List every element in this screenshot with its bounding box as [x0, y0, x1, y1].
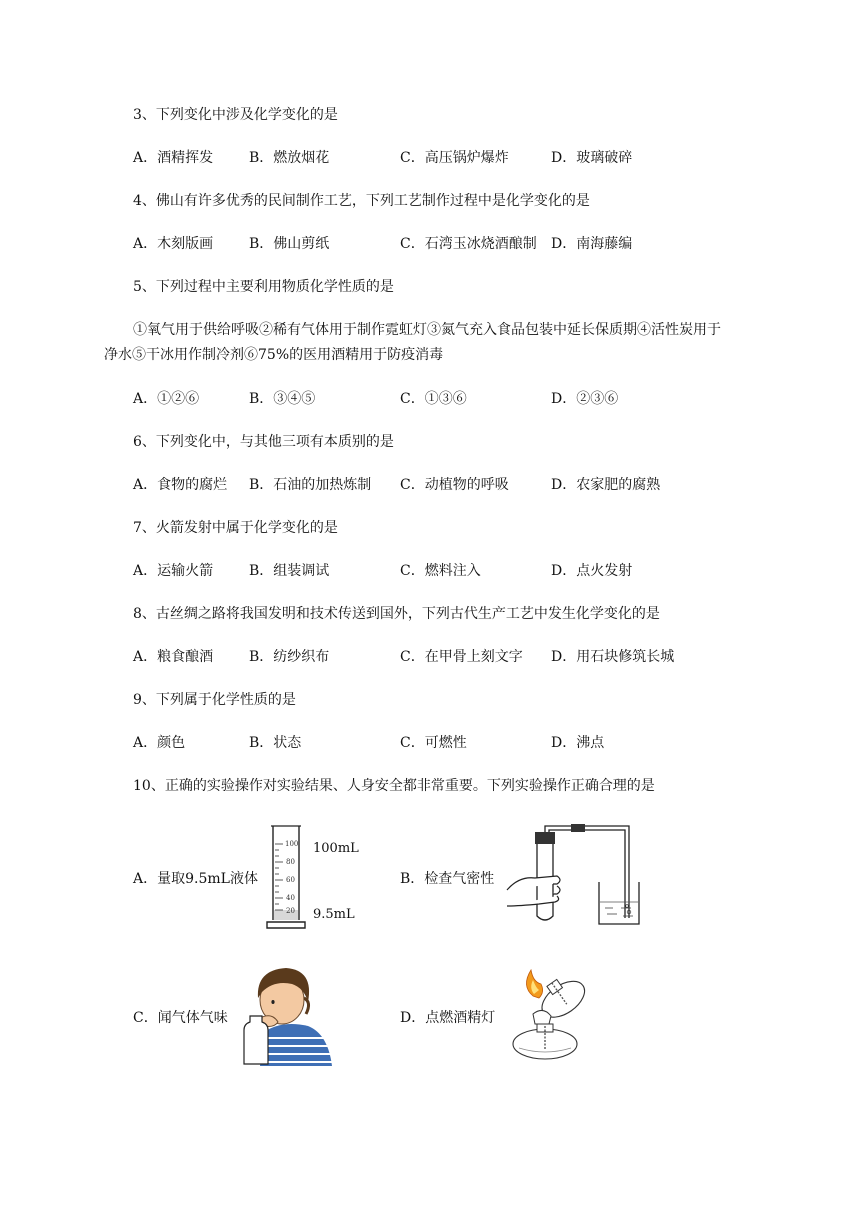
q10-option-b: B．检查气密性 — [400, 871, 495, 887]
q9-option-d: D．沸点 — [551, 735, 605, 751]
question-8-stem: 8、古丝绸之路将我国发明和技术传送到国外，下列古代生产工艺中发生化学变化的是 — [133, 606, 660, 622]
q10-option-c: C．闻气体气味 — [133, 1010, 228, 1026]
q7-option-d: D．点火发射 — [551, 563, 633, 579]
question-3-stem: 3、下列变化中涉及化学变化的是 — [133, 107, 338, 123]
q8-option-a: A．粮食酿酒 — [133, 649, 214, 665]
question-4-stem: 4、佛山有许多优秀的民间制作工艺，下列工艺制作过程中是化学变化的是 — [133, 193, 590, 209]
q8-option-d: D．用石块修筑长城 — [551, 649, 675, 665]
q5-option-d: D．②③⑥ — [551, 391, 619, 407]
q4-option-d: D．南海藤编 — [551, 236, 633, 252]
cylinder-tick-80: 80 — [286, 858, 295, 866]
q9-option-c: C．可燃性 — [400, 735, 467, 751]
q4-option-a: A．木刻版画 — [133, 236, 214, 252]
graduated-cylinder-figure — [265, 822, 365, 934]
cylinder-tick-60: 60 — [286, 876, 295, 884]
q7-option-b: B．组装调试 — [249, 563, 330, 579]
question-5-body-line2: 净水⑤干冰用作制冷剂⑥75%的医用酒精用于防疫消毒 — [104, 347, 444, 363]
q8-option-b: B．纺纱织布 — [249, 649, 330, 665]
cylinder-tick-40: 40 — [286, 894, 295, 902]
q6-option-a: A．食物的腐烂 — [133, 477, 228, 493]
cylinder-capacity-label: 100mL — [313, 841, 359, 856]
q9-option-a: A．颜色 — [133, 735, 186, 751]
q3-option-d: D．玻璃破碎 — [551, 150, 633, 166]
q5-option-b: B．③④⑤ — [249, 391, 316, 407]
q6-option-d: D．农家肥的腐熟 — [551, 477, 661, 493]
q8-option-c: C．在甲骨上刻文字 — [400, 649, 523, 665]
q7-option-a: A．运输火箭 — [133, 563, 214, 579]
q5-option-a: A．①②⑥ — [133, 391, 200, 407]
q10-option-d: D．点燃酒精灯 — [400, 1010, 496, 1026]
q4-option-c: C．石湾玉冰烧酒酿制 — [400, 236, 537, 252]
q6-option-b: B．石油的加热炼制 — [249, 477, 372, 493]
q5-option-c: C．①③⑥ — [400, 391, 467, 407]
question-7-stem: 7、火箭发射中属于化学变化的是 — [133, 520, 338, 536]
q6-option-c: C．动植物的呼吸 — [400, 477, 509, 493]
cylinder-tick-20: 20 — [286, 907, 295, 915]
q9-option-b: B．状态 — [249, 735, 302, 751]
q3-option-b: B．燃放烟花 — [249, 150, 330, 166]
q4-option-b: B．佛山剪纸 — [249, 236, 330, 252]
question-5-stem: 5、下列过程中主要利用物质化学性质的是 — [133, 279, 394, 295]
q10-option-a: A．量取9.5mL液体 — [133, 871, 258, 887]
question-9-stem: 9、下列属于化学性质的是 — [133, 692, 296, 708]
cylinder-tick-100: 100 — [285, 840, 299, 848]
alcohol-lamp-figure — [503, 966, 593, 1064]
smelling-gas-figure — [238, 962, 336, 1068]
q3-option-c: C．高压锅炉爆炸 — [400, 150, 509, 166]
cylinder-volume-label: 9.5mL — [313, 907, 355, 922]
q3-option-a: A．酒精挥发 — [133, 150, 214, 166]
question-5-body-line1: ①氧气用于供给呼吸②稀有气体用于制作霓虹灯③氮气充入食品包装中延长保质期④活性炭用于 — [133, 322, 721, 338]
q7-option-c: C．燃料注入 — [400, 563, 481, 579]
question-6-stem: 6、下列变化中，与其他三项有本质别的是 — [133, 434, 394, 450]
question-10-stem: 10、正确的实验操作对实验结果、人身安全都非常重要。下列实验操作正确合理的是 — [133, 778, 655, 794]
airtightness-check-figure — [505, 824, 647, 928]
